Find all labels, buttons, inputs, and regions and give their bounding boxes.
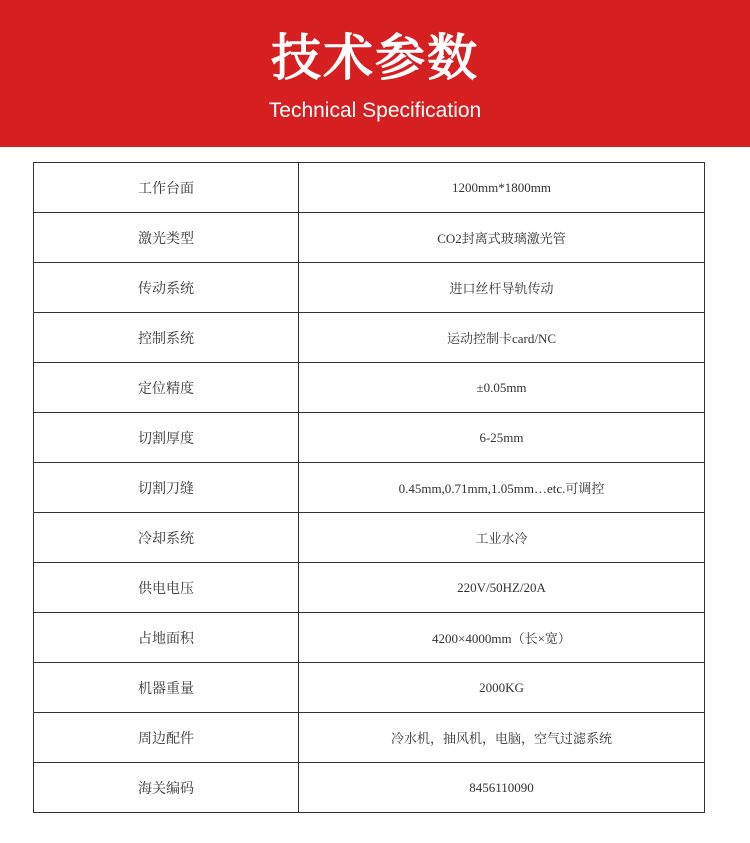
spec-label: 占地面积 — [34, 613, 299, 663]
spec-label: 周边配件 — [34, 713, 299, 763]
spec-value: 2000KG — [299, 663, 705, 713]
spec-label: 切割厚度 — [34, 413, 299, 463]
spec-value: 工业水冷 — [299, 513, 705, 563]
spec-value: 6-25mm — [299, 413, 705, 463]
table-row — [34, 413, 705, 463]
table-row — [34, 363, 705, 413]
spec-table — [33, 162, 705, 813]
page-title: 技术参数 — [271, 29, 479, 87]
spec-value: 冷水机，抽风机，电脑，空气过滤系统 — [299, 713, 705, 763]
table-row — [34, 213, 705, 263]
spec-value: 8456110090 — [299, 763, 705, 813]
spec-label: 切割刀缝 — [34, 463, 299, 513]
table-row — [34, 263, 705, 313]
spec-value: 进口丝杆导轨传动 — [299, 263, 705, 313]
table-row — [34, 713, 705, 763]
table-row — [34, 663, 705, 713]
header-banner — [0, 0, 750, 147]
table-row — [34, 763, 705, 813]
spec-label: 控制系统 — [34, 313, 299, 363]
spec-value: 0.45mm,0.71mm,1.05mm…etc.可调控 — [299, 463, 705, 513]
table-row — [34, 563, 705, 613]
spec-label: 供电电压 — [34, 563, 299, 613]
page-subtitle: Technical Specification — [268, 99, 482, 122]
spec-label: 工作台面 — [34, 163, 299, 213]
table-row — [34, 313, 705, 363]
spec-label: 定位精度 — [34, 363, 299, 413]
table-row — [34, 613, 705, 663]
spec-value: 4200×4000mm（长×宽） — [299, 613, 705, 663]
table-row — [34, 163, 705, 213]
spec-value: 运动控制卡card/NC — [299, 313, 705, 363]
spec-value: 220V/50HZ/20A — [299, 563, 705, 613]
spec-label: 传动系统 — [34, 263, 299, 313]
table-row — [34, 513, 705, 563]
spec-label: 冷却系统 — [34, 513, 299, 563]
spec-label: 机器重量 — [34, 663, 299, 713]
spec-label: 海关编码 — [34, 763, 299, 813]
spec-value: ±0.05mm — [299, 363, 705, 413]
table-row — [34, 463, 705, 513]
spec-value: CO2封离式玻璃激光管 — [299, 213, 705, 263]
spec-label: 激光类型 — [34, 213, 299, 263]
spec-value: 1200mm*1800mm — [299, 163, 705, 213]
